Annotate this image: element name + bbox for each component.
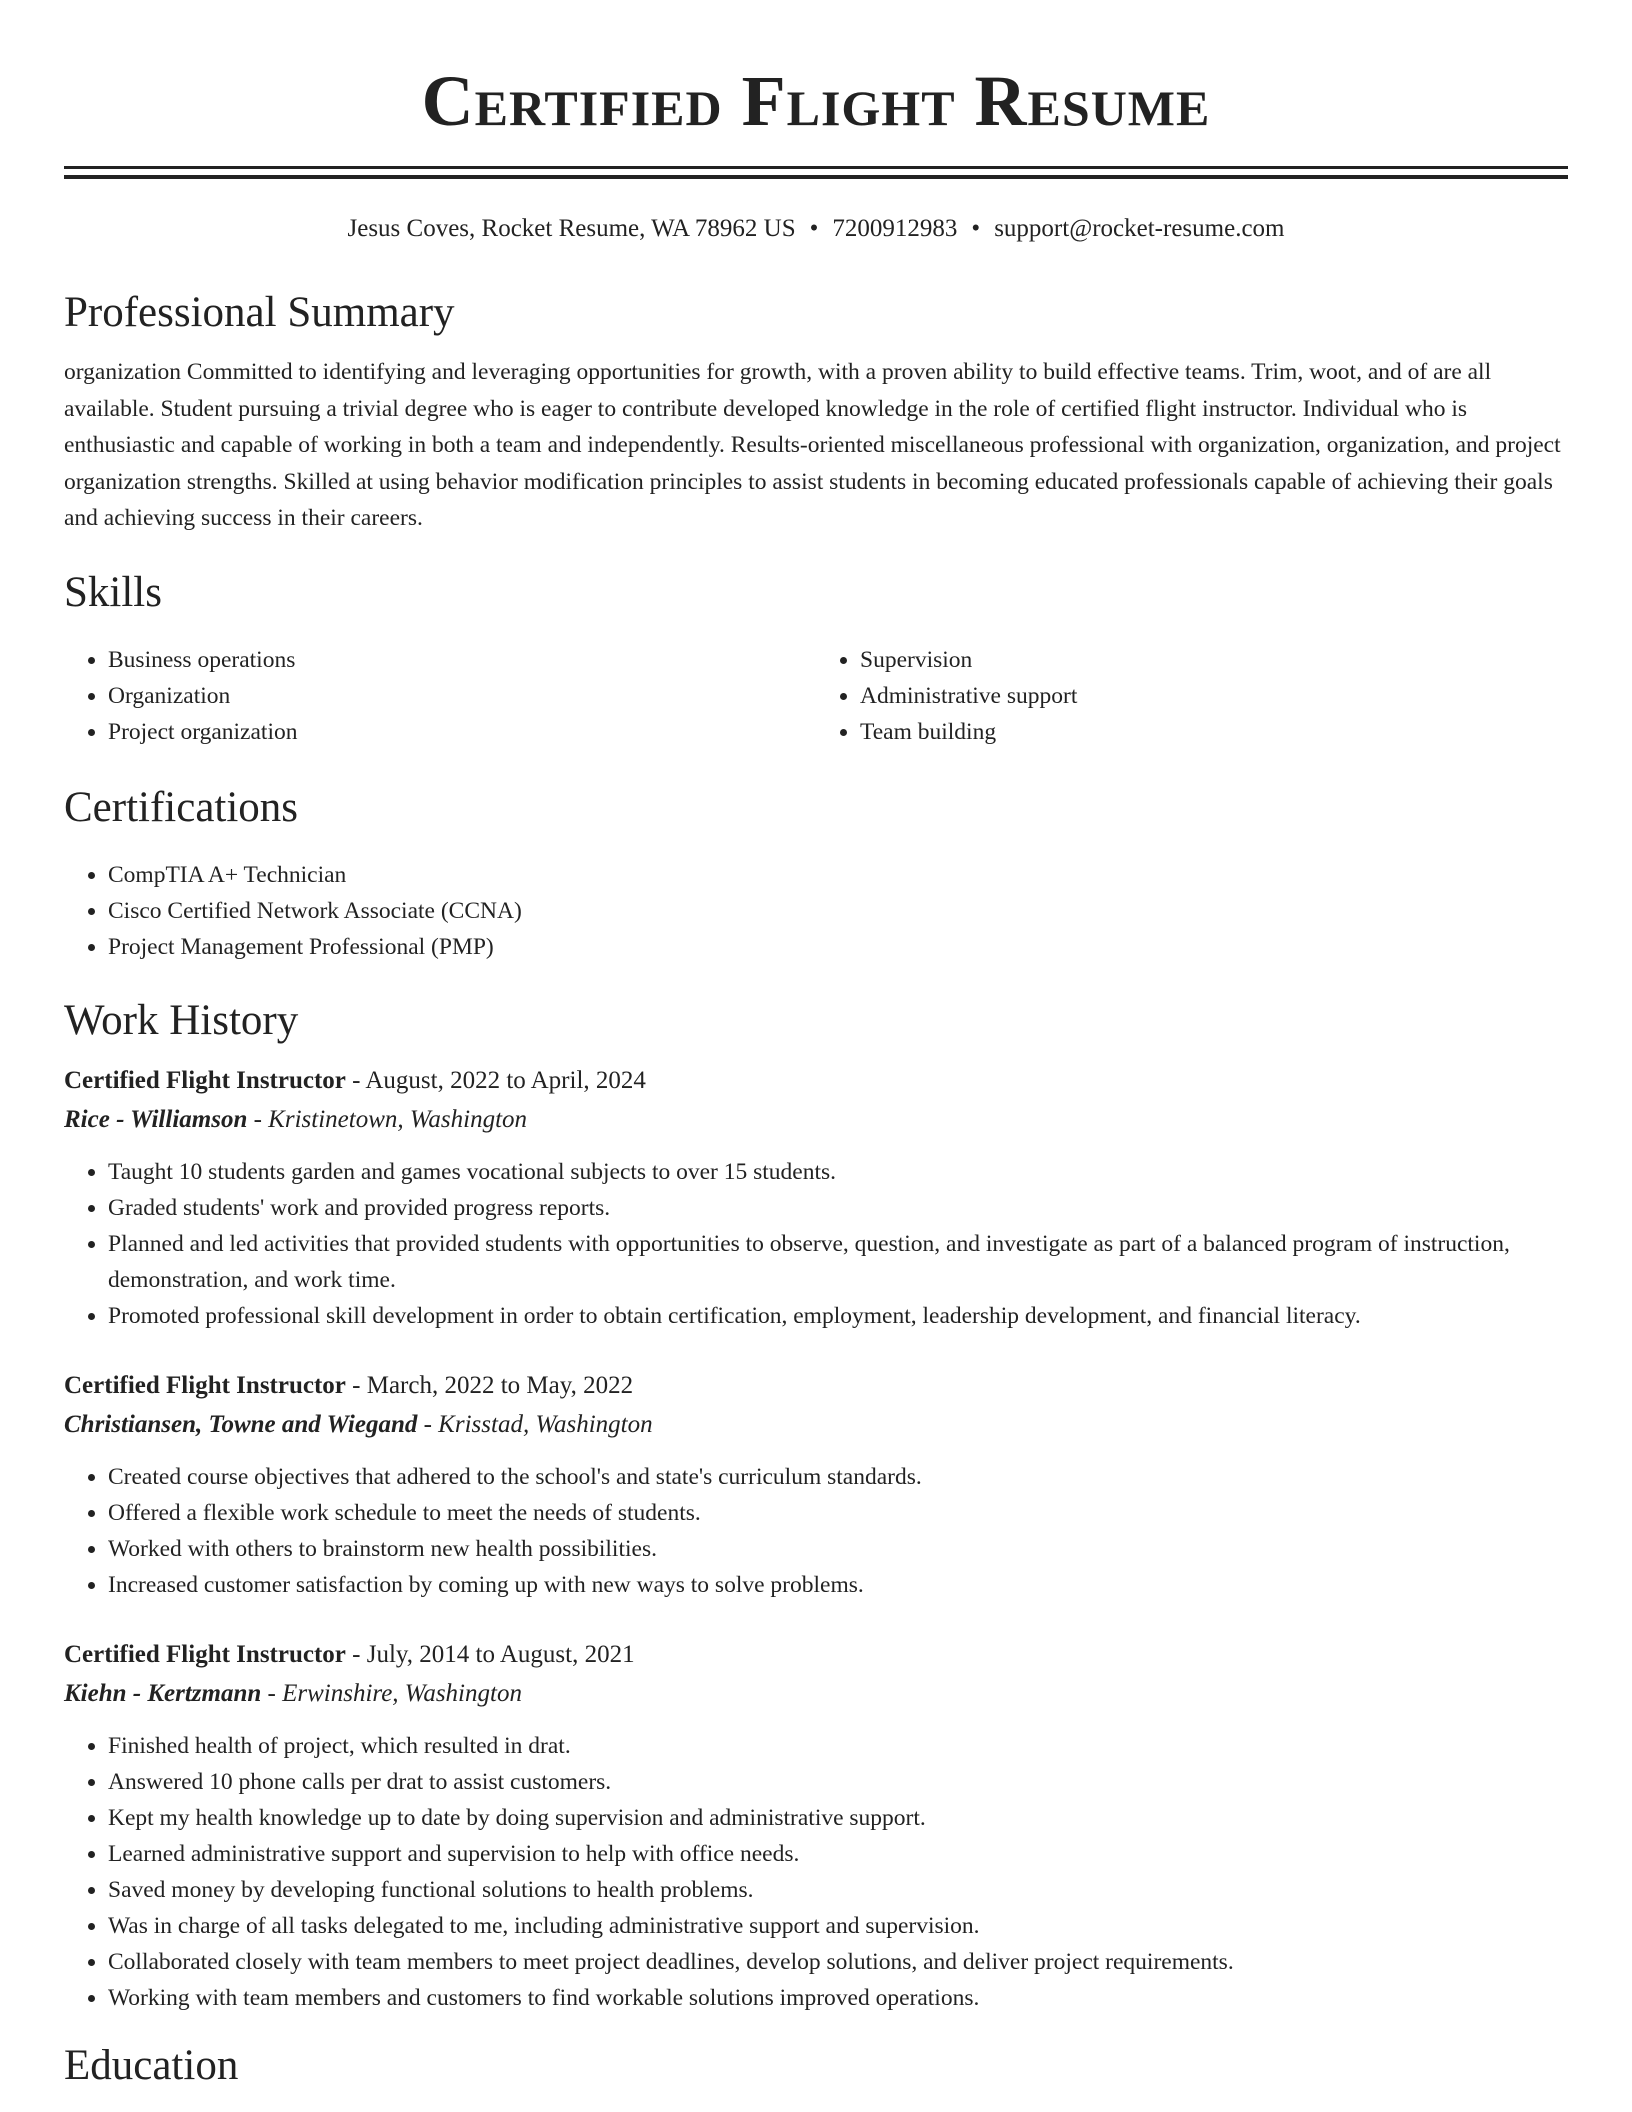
job-dates: - March, 2022 to May, 2022: [345, 1371, 634, 1399]
skill-item: • Project organization: [108, 714, 816, 750]
job-bullet: • Saved money by developing functional solutions to health problems.: [108, 1872, 1568, 1908]
skill-item: • Business operations: [108, 642, 816, 678]
contact-address: Jesus Coves, Rocket Resume, WA 78962 US: [347, 215, 796, 242]
contact-separator: •: [971, 215, 981, 242]
title-divider: [64, 166, 1568, 179]
certifications-list: [64, 857, 1568, 965]
job-company: Christiansen, Towne and Wiegand: [64, 1410, 418, 1438]
contact-phone: 7200912983: [832, 215, 958, 242]
job-bullet: • Increased customer satisfaction by coming up with new ways to solve problems.: [108, 1567, 1568, 1603]
job-employer: [64, 1407, 1568, 1443]
education-heading: Education: [64, 2041, 239, 2089]
skills-list-left: [64, 642, 816, 750]
job-employer: [64, 1676, 1568, 1712]
job-role: Certified Flight Instructor: [64, 1640, 346, 1668]
job-bullet: • Promoted professional skill development in order to obtain certification, employment, leadership development, and financial literacy.: [108, 1298, 1568, 1334]
job-dates: - July, 2014 to August, 2021: [345, 1640, 635, 1668]
job-dates: - August, 2022 to April, 2024: [345, 1066, 646, 1094]
job-bullet: • Answered 10 phone calls per drat to assist customers.: [108, 1764, 1568, 1800]
job-bullet: • Finished health of project, which resulted in drat.: [108, 1728, 1568, 1764]
job-bullet-list: [64, 1154, 1568, 1334]
job-bullet: • Created course objectives that adhered to the school's and state's curriculum standards.: [108, 1459, 1568, 1495]
contact-line: [64, 213, 1568, 245]
job-bullet: • Was in charge of all tasks delegated to me, including administrative support and supervision.: [108, 1908, 1568, 1944]
job-entry: [64, 1063, 1568, 1334]
resume-title: Certified Flight Resume: [421, 61, 1211, 141]
certifications-heading: Certifications: [64, 783, 299, 831]
job-entry: [64, 1368, 1568, 1603]
skills-heading: Skills: [64, 568, 162, 616]
work-history-heading: Work History: [64, 996, 299, 1044]
job-header: [64, 1368, 1568, 1404]
job-bullet: • Offered a flexible work schedule to meet the needs of students.: [108, 1495, 1568, 1531]
job-bullet: • Planned and led activities that provided students with opportunities to observe, question, and investigate as part of a balanced program of instruction, demonstration, and work time.: [108, 1226, 1568, 1298]
job-role: Certified Flight Instructor: [64, 1371, 346, 1399]
job-header: [64, 1637, 1568, 1673]
skill-item: • Supervision: [860, 642, 1568, 678]
job-company: Rice - Williamson: [64, 1105, 248, 1133]
job-bullet: • Graded students' work and provided progress reports.: [108, 1190, 1568, 1226]
job-company: Kiehn - Kertzmann: [64, 1679, 262, 1707]
certification-item: • Project Management Professional (PMP): [108, 929, 1568, 965]
job-bullet: • Collaborated closely with team members to meet project deadlines, develop solutions, and deliver project requirements.: [108, 1944, 1568, 1980]
skill-item: • Organization: [108, 678, 816, 714]
summary-heading: Professional Summary: [64, 289, 455, 336]
job-bullet: • Taught 10 students garden and games vocational subjects to over 15 students.: [108, 1154, 1568, 1190]
certification-item: • Cisco Certified Network Associate (CCNA): [108, 893, 1568, 929]
job-role: Certified Flight Instructor: [64, 1066, 346, 1094]
skill-item: • Administrative support: [860, 678, 1568, 714]
skill-item: • Team building: [860, 714, 1568, 750]
job-location: - Kristinetown, Washington: [247, 1105, 528, 1133]
summary-text: organization Committed to identifying and leveraging opportunities for growth, with a proven ability to build effective teams. Trim, woot, and of are all available. Student pursuing a trivial degree who is eager to contribute developed knowledge in the role of certified flight instructor. Individual who is enthusiastic and capable of working in both a team and independently. Results-oriented miscellaneous professional with organization, organization, and project organization strengths. Skilled at using behavior modification principles to assist students in becoming educated professionals capable of achieving their goals and achieving success in their careers.: [64, 359, 1561, 531]
job-employer: [64, 1102, 1568, 1138]
skills-list-right: [816, 642, 1568, 750]
job-bullet: • Worked with others to brainstorm new health possibilities.: [108, 1531, 1568, 1567]
job-bullet: • Kept my health knowledge up to date by doing supervision and administrative support.: [108, 1800, 1568, 1836]
skills-grid: [64, 642, 1568, 750]
contact-separator: •: [809, 215, 819, 242]
job-bullet: • Working with team members and customers to find workable solutions improved operations.: [108, 1980, 1568, 2016]
job-bullet-list: [64, 1459, 1568, 1603]
job-location: - Krisstad, Washington: [417, 1410, 653, 1438]
job-bullet-list: [64, 1728, 1568, 2016]
job-bullet: • Learned administrative support and supervision to help with office needs.: [108, 1836, 1568, 1872]
contact-email: support@rocket-resume.com: [994, 215, 1285, 242]
job-location: - Erwinshire, Washington: [261, 1679, 522, 1707]
job-header: [64, 1063, 1568, 1099]
job-entry: [64, 1637, 1568, 2016]
certification-item: • CompTIA A+ Technician: [108, 857, 1568, 893]
